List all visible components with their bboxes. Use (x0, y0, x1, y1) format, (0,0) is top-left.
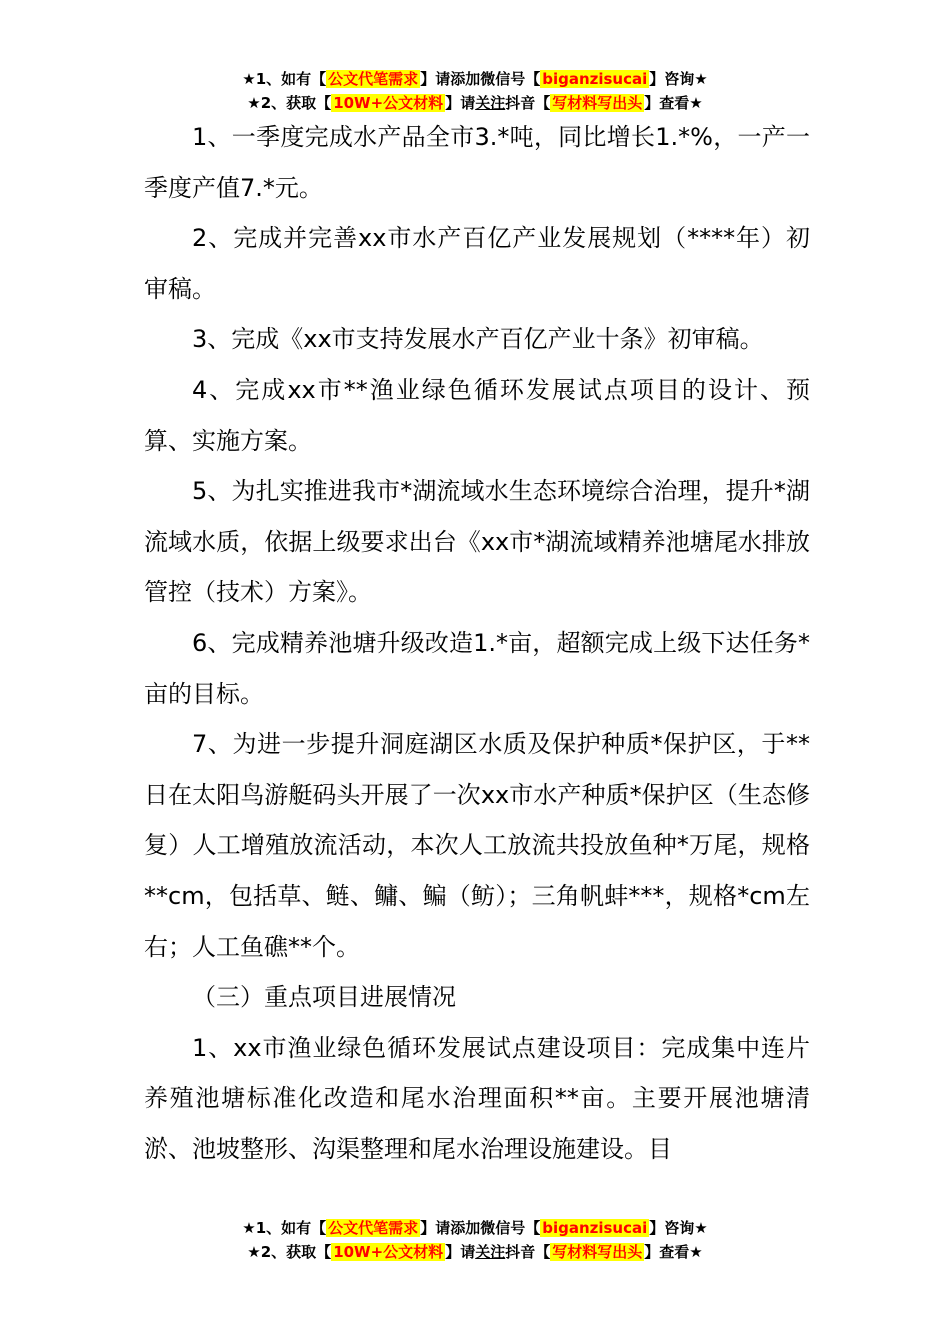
promo-text: ★2、获取【 (247, 94, 332, 112)
promo-highlight: 10W+公文材料 (333, 1243, 444, 1261)
promo-line-2 (0, 1240, 950, 1264)
paragraph: 2、完成并完善xx市水产百亿产业发展规划（****年）初审稿。 (144, 224, 810, 303)
paragraph: 4、完成xx市**渔业绿色循环发展试点项目的设计、预算、实施方案。 (144, 375, 810, 455)
promo-text: 抖音【 (505, 94, 551, 112)
promo-text: 】咨询★ (649, 1219, 708, 1237)
promo-underline: 关注 (475, 94, 506, 112)
promo-text: 】请添加微信号【 (420, 70, 541, 88)
promo-text: 】请添加微信号【 (420, 1219, 541, 1237)
paragraph: 1、一季度完成水产品全市3.*吨，同比增长1.*%，一产一季度产值7.*元。 (144, 123, 810, 202)
paragraph: 7、为进一步提升洞庭湖区水质及保护种质*保护区，于**日在太阳鸟游艇码头开展了一次xx市水产种质*保护区（生态修复）人工增殖放流活动，本次人工放流共投放鱼种*万尾，规格**cm，包括草、鲢、鳙、鳊（鲂）；三角帆蚌***，规格*cm左右；人工鱼礁**个。 (144, 730, 810, 961)
wechat-id-highlight: biganzisucai (542, 1219, 648, 1237)
promo-line-1 (0, 1216, 950, 1240)
section-heading: （三）重点项目进展情况 (192, 983, 456, 1012)
paragraph: 6、完成精养池塘升级改造1.*亩，超额完成上级下达任务*亩的目标。 (144, 628, 810, 708)
promo-text: 】请 (445, 1243, 476, 1261)
header-promo-banner (0, 67, 950, 115)
paragraph: 3、完成《xx市支持发展水产百亿产业十条》初审稿。 (192, 325, 764, 354)
promo-highlight: 公文代笔需求 (328, 1219, 419, 1237)
promo-text: 】请 (445, 94, 476, 112)
paragraph: 5、为扎实推进我市*湖流域水生态环境综合治理，提升*湖流域水质，依据上级要求出台《xx市*湖流域精养池塘尾水排放管控（技术）方案》。 (144, 477, 810, 607)
footer-promo-banner (0, 1216, 950, 1264)
paragraph: 1、xx市渔业绿色循环发展试点建设项目：完成集中连片养殖池塘标准化改造和尾水治理面积**亩。主要开展池塘清淤、池坡整形、沟渠整理和尾水治理设施建设。目 (144, 1033, 810, 1163)
promo-highlight: 10W+公文材料 (333, 94, 444, 112)
promo-text: 】查看★ (644, 94, 703, 112)
promo-underline: 关注 (475, 1243, 506, 1261)
promo-text: ★1、如有【 (242, 1219, 327, 1237)
promo-highlight: 公文代笔需求 (328, 70, 419, 88)
douyin-id-highlight: 写材料写出头 (552, 1243, 643, 1261)
promo-text: ★1、如有【 (242, 70, 327, 88)
douyin-id-highlight: 写材料写出头 (552, 94, 643, 112)
promo-text: ★2、获取【 (247, 1243, 332, 1261)
wechat-id-highlight: biganzisucai (542, 70, 648, 88)
document-body (144, 112, 810, 1174)
promo-text: 抖音【 (505, 1243, 551, 1261)
promo-text: 】咨询★ (649, 70, 708, 88)
promo-line-1 (0, 67, 950, 91)
promo-text: 】查看★ (644, 1243, 703, 1261)
